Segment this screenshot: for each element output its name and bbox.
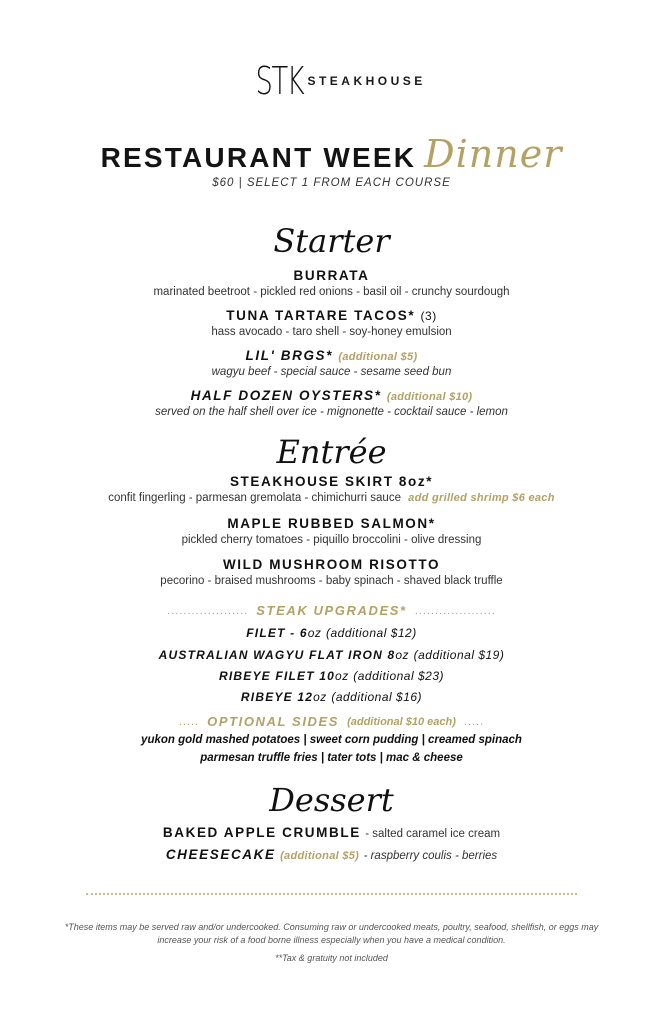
entree-heading: Entrée	[276, 433, 387, 471]
item-name-row	[0, 388, 663, 403]
menu-item	[0, 308, 663, 338]
upgrade-unit: oz	[335, 669, 349, 683]
menu-item	[0, 348, 663, 378]
item-extra-price: add grilled shrimp $6 each	[408, 492, 555, 504]
sides-price: (additional $10 each)	[347, 715, 456, 728]
dessert-heading: Dessert	[269, 781, 394, 819]
item-count: (3)	[420, 309, 437, 323]
item-desc: hass avocado - taro shell - soy-honey emulsion	[211, 326, 452, 338]
upgrade-item	[0, 690, 663, 704]
dots-divider: ....................	[414, 604, 496, 617]
item-name: STEAKHOUSE SKIRT 8oz*	[229, 474, 434, 489]
upgrade-price: (additional $16)	[331, 690, 423, 704]
item-name-row	[0, 308, 663, 323]
dots-divider: .....	[463, 715, 485, 728]
menu-item	[0, 388, 663, 418]
item-name: TUNA TARTARE TACOS*	[226, 308, 416, 323]
upgrade-item	[0, 626, 663, 640]
optional-sides-header	[0, 714, 663, 729]
upgrade-name: FILET - 6	[246, 626, 308, 640]
item-desc: wagyu beef - special sauce - sesame seed bun	[211, 366, 452, 378]
item-name-row	[0, 348, 663, 363]
logo-mark: STK	[255, 59, 304, 103]
item-name: WILD MUSHROOM RISOTTO	[222, 557, 441, 572]
item-desc: - salted caramel ice cream	[365, 828, 501, 840]
upgrade-unit: oz	[307, 626, 322, 640]
item-name: LIL' BRGS*	[245, 348, 334, 363]
item-desc: pickled cherry tomatoes - piquillo broccolini - olive dressing	[181, 534, 482, 546]
item-desc-row	[0, 492, 663, 504]
upgrade-price: (additional $12)	[325, 626, 417, 640]
item-extra-price: (additional $5)	[338, 351, 418, 363]
item-desc: confit fingerling - parmesan gremolata - chimichurri sauce	[108, 492, 401, 504]
upgrade-item	[0, 648, 663, 662]
upgrade-name: AUSTRALIAN WAGYU FLAT IRON 8	[158, 648, 396, 662]
item-name: BAKED APPLE CRUMBLE	[162, 825, 361, 840]
title-script: Dinner	[424, 132, 563, 176]
section-label: STEAK UPGRADES*	[256, 603, 407, 618]
sides-line-1: yukon gold mashed potatoes | sweet corn pudding | creamed spinach	[141, 734, 522, 746]
item-extra-price: (additional $10)	[386, 391, 473, 403]
item-extra-price: (additional $5)	[280, 850, 360, 862]
upgrade-price: (additional $19)	[413, 648, 505, 662]
page-title	[0, 132, 663, 176]
item-desc: - raspberry coulis - berries	[363, 850, 498, 862]
item-name: MAPLE RUBBED SALMON*	[227, 516, 436, 531]
menu-item	[0, 516, 663, 546]
brand-logo	[0, 59, 663, 103]
upgrade-item	[0, 669, 663, 683]
tax-note: **Tax & gratuity not included	[275, 953, 388, 963]
sides-line-2: parmesan truffle fries | tater tots | mac & cheese	[200, 752, 463, 764]
steak-upgrades-header	[0, 603, 663, 618]
item-name: BURRATA	[293, 268, 370, 283]
starter-heading: Starter	[273, 222, 390, 260]
footer-divider	[86, 893, 577, 895]
dots-divider: .....	[178, 715, 200, 728]
upgrade-unit: oz	[313, 690, 327, 704]
item-name: HALF DOZEN OYSTERS*	[190, 388, 382, 403]
upgrade-unit: oz	[395, 648, 410, 662]
section-label: OPTIONAL SIDES	[207, 714, 340, 729]
price-subtitle: $60 | SELECT 1 FROM EACH COURSE	[212, 177, 451, 189]
upgrade-price: (additional $23)	[353, 669, 444, 683]
dessert-item	[0, 824, 663, 842]
item-desc: served on the half shell over ice - mignonette - cocktail sauce - lemon	[155, 406, 508, 418]
menu-item	[0, 474, 663, 504]
upgrade-name: RIBEYE FILET 10	[219, 669, 336, 683]
dots-divider: ....................	[167, 604, 249, 617]
upgrade-name: RIBEYE 12	[240, 690, 314, 704]
menu-item	[0, 557, 663, 587]
item-desc: pecorino - braised mushrooms - baby spinach - shaved black truffle	[160, 575, 503, 587]
title-text: RESTAURANT WEEK	[100, 142, 417, 173]
menu-item	[0, 268, 663, 298]
dessert-item	[0, 846, 663, 864]
item-desc: marinated beetroot - pickled red onions - basil oil - crunchy sourdough	[153, 286, 510, 298]
logo-word: STEAKHOUSE	[307, 74, 426, 88]
item-name: CHEESECAKE	[165, 847, 276, 862]
disclaimer: *These items may be served raw and/or undercooked. Consuming raw or undercooked meats, poultry, seafood, shellfish, or eggs may increase your risk of a food borne illness especially when you have a medical condition.	[64, 922, 599, 945]
